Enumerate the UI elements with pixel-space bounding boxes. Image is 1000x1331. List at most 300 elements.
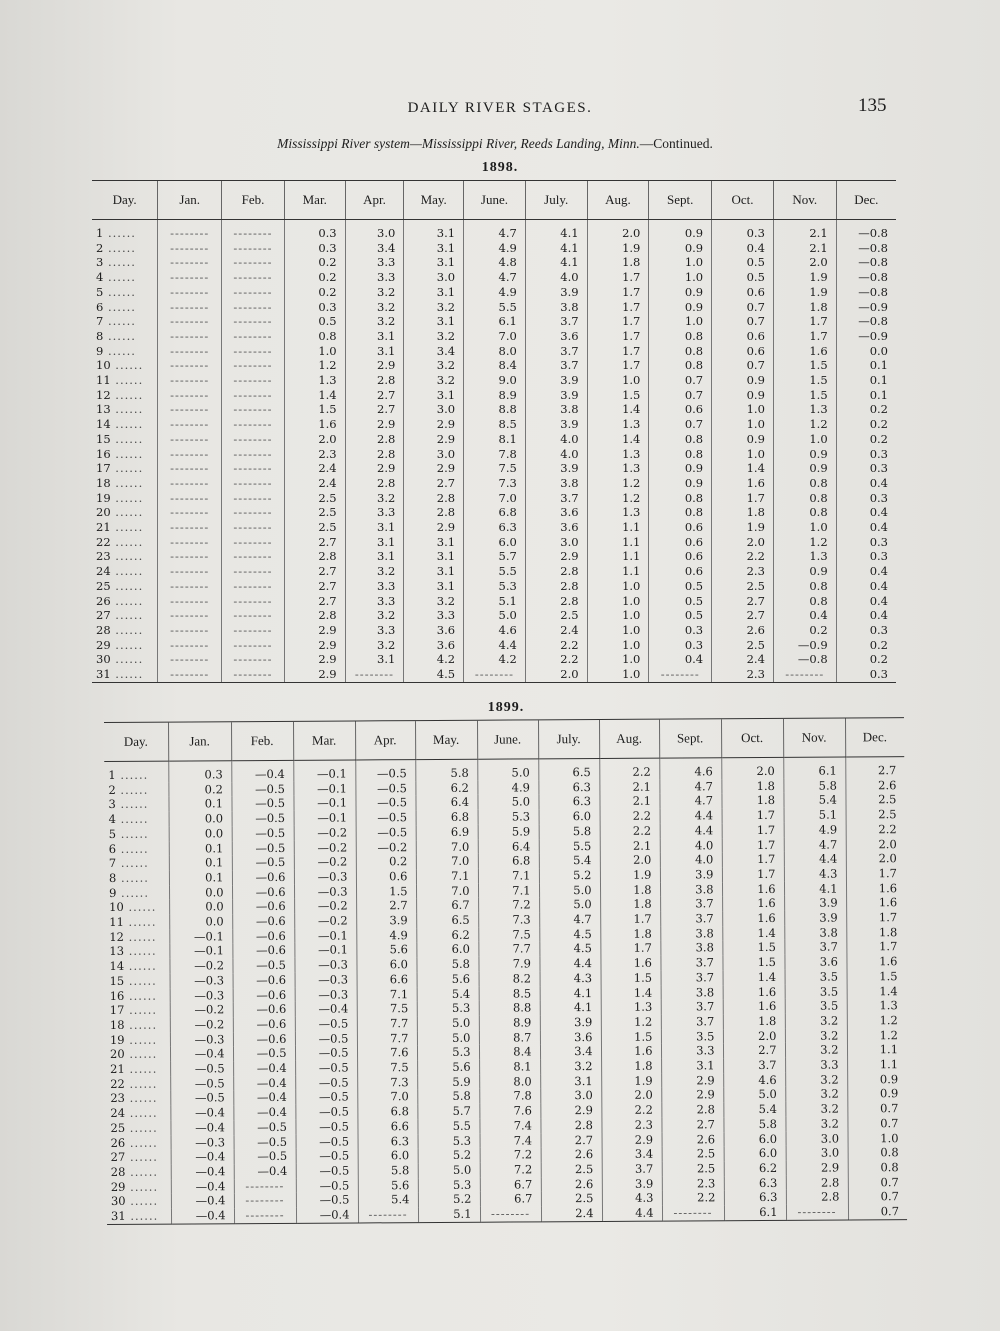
stage-value: 1.5 [722,940,784,955]
table-row [92,476,896,491]
stage-value: 7.1 [478,868,539,883]
stage-value: 1.0 [587,373,649,388]
stage-value: 3.9 [784,896,846,911]
missing-value [158,549,222,564]
day-number: 8 ...... [105,871,169,886]
stage-value: 8.4 [464,358,526,373]
stage-value: 5.0 [464,608,526,623]
stage-value: 2.0 [773,255,836,270]
missing-value [158,358,222,373]
column-header: May. [404,181,464,220]
stage-value: 1.0 [773,520,836,535]
day-number: 13 ...... [105,944,169,959]
stage-value: 3.5 [785,984,847,999]
stage-value: 2.2 [712,549,774,564]
missing-value [234,1208,296,1224]
stage-value: 1.1 [847,1057,906,1072]
column-header: Dec. [836,181,896,220]
day-number: 30 ...... [107,1194,171,1209]
stage-value: 3.3 [345,579,404,594]
stage-value: 2.0 [721,757,783,779]
stage-value: 3.0 [786,1131,848,1146]
column-header-row [104,718,904,762]
stage-value: —0.4 [170,1120,233,1135]
stage-value: 1.7 [722,852,784,867]
stage-value: 4.2 [404,652,464,667]
missing-value [158,638,222,653]
stage-value: 3.2 [404,373,464,388]
stage-value: 0.1 [169,841,232,856]
stage-value: 0.3 [168,761,231,783]
stage-value: —0.3 [294,869,356,884]
day-number: 4 ...... [105,812,169,827]
stage-value: 4.4 [660,823,722,838]
stage-value: 3.5 [785,969,847,984]
stage-value: 4.0 [525,270,587,285]
stage-value: 4.0 [660,838,722,853]
stage-value: 6.6 [357,972,417,987]
stage-value: 6.3 [724,1176,786,1191]
stage-value: 4.4 [464,638,526,653]
day-number: 23 ...... [92,549,158,564]
stage-value: 5.2 [539,868,600,883]
stage-value: 0.9 [847,1072,906,1087]
stage-value: 1.7 [587,358,649,373]
stage-value: 8.4 [479,1045,540,1060]
stage-value: —0.4 [295,1002,357,1017]
stage-value: 1.7 [773,329,836,344]
stage-value: —0.5 [296,1178,358,1193]
stage-value: —0.5 [232,811,294,826]
stage-value: 0.0 [169,826,232,841]
day-number: 21 ...... [106,1062,170,1077]
table-row [92,608,896,623]
stage-value: 0.2 [168,782,231,797]
stage-value: 0.0 [836,344,896,359]
stage-value: 2.2 [846,822,905,837]
stage-value: 3.1 [540,1074,601,1089]
stage-value: —0.5 [355,781,415,796]
stage-value: 0.2 [836,417,896,432]
column-header: Nov. [783,718,845,757]
stage-value: 3.0 [540,1088,601,1103]
missing-value [222,329,285,344]
stage-value: —0.1 [169,944,232,959]
column-header: Dec. [845,718,904,757]
stage-value: 2.9 [284,652,345,667]
stage-value: 4.6 [659,758,721,780]
stage-value: 1.7 [587,314,649,329]
day-number: 2 ...... [104,782,168,797]
stage-value: 0.7 [712,314,774,329]
stage-value: 0.6 [712,285,774,300]
stage-value: 2.9 [345,461,404,476]
missing-value [158,476,222,491]
stage-value: 7.3 [478,912,539,927]
column-header: Jan. [168,722,231,761]
stage-value: —0.5 [231,782,293,797]
stage-value: 1.5 [601,970,661,985]
stage-value: 1.0 [587,638,649,653]
stage-value: —0.6 [232,870,294,885]
stage-value: 0.5 [649,579,712,594]
missing-value [222,270,285,285]
stage-value: 8.9 [479,1015,540,1030]
stage-value: 2.5 [541,1191,602,1206]
stage-value: —0.5 [355,760,415,782]
stage-value: 4.0 [525,432,587,447]
stage-value: —0.2 [294,899,356,914]
stage-value: 3.0 [786,1146,848,1161]
stage-value: 0.6 [712,344,774,359]
column-header: June. [464,181,526,220]
missing-value [222,594,285,609]
stage-value: 8.0 [479,1074,540,1089]
stage-value: 4.6 [464,623,526,638]
column-header: Mar. [293,721,355,760]
stage-value: 2.7 [712,608,774,623]
stage-value: 6.0 [539,809,600,824]
column-header: Oct. [712,181,774,220]
stage-value: 5.8 [416,957,478,972]
stage-value: 7.1 [416,869,478,884]
stage-value: 1.4 [284,388,345,403]
stage-value: 5.2 [418,1148,480,1163]
stage-value: 5.8 [417,1089,479,1104]
day-number: 5 ...... [105,826,169,841]
stage-value: —0.1 [294,811,356,826]
missing-value [222,520,285,535]
missing-value [222,388,285,403]
stage-value: 1.7 [722,823,784,838]
stage-value: 2.7 [284,579,345,594]
stage-value: 3.2 [404,594,464,609]
table-row [92,344,896,359]
stage-value: 1.6 [773,344,836,359]
stage-value: —0.2 [294,825,356,840]
missing-value [222,417,285,432]
stage-value: 3.2 [785,1102,847,1117]
stage-value: 6.2 [415,780,477,795]
stage-value: 4.3 [540,971,601,986]
stage-value: 2.7 [712,594,774,609]
missing-value [158,329,222,344]
stage-value: —0.5 [296,1193,358,1208]
stage-value: 5.0 [539,883,600,898]
stage-value: 0.7 [712,358,774,373]
stage-value: 5.9 [478,824,539,839]
table-row [92,220,896,241]
stage-value: 1.0 [712,417,774,432]
stage-value: 0.7 [847,1101,906,1116]
stage-value: 6.8 [478,854,539,869]
stage-value: 0.4 [836,608,896,623]
stage-value: 3.3 [345,255,404,270]
stage-value: 3.2 [785,1116,847,1131]
table-row [92,402,896,417]
stage-value: 2.9 [404,520,464,535]
stage-value: 2.7 [661,1117,723,1132]
stage-value: 1.0 [284,344,345,359]
stage-value: —0.6 [233,987,295,1002]
stage-value: —0.1 [293,781,355,796]
stage-value: —0.1 [169,929,232,944]
stage-value: 2.3 [712,667,774,682]
stage-value: 0.0 [169,885,232,900]
stage-value: 0.8 [284,329,345,344]
stage-value: 3.1 [404,314,464,329]
stage-value: —0.2 [170,1002,233,1017]
stage-value: 4.9 [464,285,526,300]
stage-value: 4.4 [784,852,846,867]
stage-value: 7.0 [416,839,478,854]
stage-value: 4.7 [784,837,846,852]
stage-value: 0.2 [773,623,836,638]
day-number: 6 ...... [92,300,158,315]
table-row [92,329,896,344]
stage-value: 2.9 [404,417,464,432]
stage-value: 0.9 [712,388,774,403]
stage-value: 3.7 [661,970,723,985]
stage-value: 0.8 [773,476,836,491]
stage-value: 2.5 [284,491,345,506]
stage-value: 3.4 [602,1147,662,1162]
stage-value: 6.7 [480,1177,541,1192]
stage-value: 3.9 [356,913,416,928]
stage-value: 1.6 [723,999,785,1014]
table-row [92,667,896,682]
column-header: June. [477,720,538,759]
stage-value: 5.0 [477,759,538,781]
stage-value: 5.0 [417,1030,479,1045]
day-number: 18 ...... [92,476,158,491]
stage-value: 7.2 [480,1148,541,1163]
stage-value: 3.5 [785,999,847,1014]
stage-value: 3.7 [525,358,587,373]
stage-value: 5.3 [417,1001,479,1016]
stage-value: 1.3 [284,373,345,388]
stage-value: 5.0 [417,1016,479,1031]
stage-value: 1.6 [846,954,905,969]
stage-value: —0.6 [232,884,294,899]
stage-value: —0.4 [233,1061,295,1076]
stage-value: 1.8 [773,300,836,315]
stage-value: —0.6 [232,899,294,914]
stage-value: 0.5 [712,270,774,285]
stage-value: 0.2 [284,285,345,300]
stage-value: 0.1 [169,855,232,870]
stage-value: 2.1 [599,779,659,794]
stage-value: 4.1 [525,241,587,256]
stage-value: 7.2 [480,1162,541,1177]
stage-value: 0.6 [649,549,712,564]
river-stage-table-1898 [92,180,896,683]
stage-value: —0.6 [232,914,294,929]
missing-value [158,241,222,256]
stage-value: 4.9 [477,780,538,795]
stage-value: 1.2 [601,1015,661,1030]
stage-value: 7.0 [357,1090,417,1105]
stage-value: 4.4 [539,956,600,971]
stage-value: 0.6 [649,402,712,417]
stage-value: 3.1 [404,535,464,550]
stage-value: 3.1 [345,329,404,344]
stage-value: 1.8 [600,897,660,912]
stage-value: 7.4 [479,1118,540,1133]
stage-value: 6.0 [724,1146,786,1161]
stage-value: 2.6 [845,778,904,793]
stage-value: 2.6 [662,1132,724,1147]
stage-value: 1.2 [773,417,836,432]
stage-value: 1.8 [600,882,660,897]
stage-value: 4.1 [784,881,846,896]
stage-value: 3.7 [723,1058,785,1073]
stage-value: 5.1 [418,1207,480,1223]
column-header: May. [415,720,477,759]
stage-value: 7.1 [357,987,417,1002]
day-number: 12 ...... [92,388,158,403]
missing-value [222,220,285,241]
stage-value: 3.2 [785,1028,847,1043]
stage-value: —0.4 [171,1194,234,1209]
day-number: 30 ...... [92,652,158,667]
day-number: 29 ...... [92,638,158,653]
stage-value: 2.9 [345,417,404,432]
column-header: Feb. [231,721,293,760]
stage-value: —0.6 [232,929,294,944]
stage-value: —0.5 [356,825,416,840]
stage-value: 5.0 [539,897,600,912]
stage-value: 0.1 [836,358,896,373]
stage-value: 2.7 [284,535,345,550]
stage-value: 0.7 [848,1189,907,1204]
stage-value: 7.5 [464,461,526,476]
stage-value: 4.2 [464,652,526,667]
stage-value: 1.2 [773,535,836,550]
stage-value: —0.5 [234,1134,296,1149]
day-number: 28 ...... [92,623,158,638]
stage-value: 0.5 [649,594,712,609]
stage-value: 4.1 [540,986,601,1001]
column-header: Sept. [659,719,721,758]
missing-value [158,491,222,506]
stage-value: —0.9 [836,300,896,315]
missing-value [234,1193,296,1208]
stage-value: 0.9 [773,447,836,462]
stage-value: 2.9 [404,432,464,447]
stage-value: 3.1 [404,241,464,256]
stage-value: 3.2 [345,300,404,315]
stage-value: 0.1 [836,388,896,403]
stage-value: 1.7 [600,941,660,956]
stage-value: 0.6 [712,329,774,344]
stage-value: 2.3 [662,1176,724,1191]
stage-value: 0.4 [649,652,712,667]
stage-value: 2.9 [661,1073,723,1088]
page-number: 135 [858,95,887,116]
stage-value: 5.4 [539,853,600,868]
day-number: 26 ...... [107,1135,171,1150]
stage-value: 5.5 [464,564,526,579]
stage-value: 5.8 [539,824,600,839]
stage-value: 7.0 [416,854,478,869]
stage-value: 3.3 [345,623,404,638]
stage-value: —0.3 [295,972,357,987]
stage-value: 4.7 [659,794,721,809]
stage-value: 4.7 [539,912,600,927]
stage-value: 3.0 [525,535,587,550]
stage-value: 1.5 [601,1029,661,1044]
day-number: 7 ...... [92,314,158,329]
stage-value: 6.5 [538,758,599,780]
stage-value: 1.8 [712,505,774,520]
stage-value: 3.1 [404,549,464,564]
stage-value: —0.5 [295,1046,357,1061]
stage-value: 2.0 [587,220,649,241]
stage-value: 1.9 [601,1073,661,1088]
stage-value: 6.3 [538,794,599,809]
stage-value: 0.9 [847,1087,906,1102]
day-number: 14 ...... [92,417,158,432]
stage-value: 2.0 [723,1029,785,1044]
stage-value: —0.2 [294,840,356,855]
stage-value: 3.8 [661,985,723,1000]
table-row [92,461,896,476]
stage-value: 1.4 [601,985,661,1000]
stage-value: 2.8 [525,594,587,609]
stage-value: 0.3 [836,623,896,638]
stage-value: 1.6 [722,881,784,896]
stage-value: —0.5 [355,796,415,811]
stage-value: 3.2 [345,314,404,329]
missing-value [158,608,222,623]
stage-value: —0.5 [231,796,293,811]
day-number: 24 ...... [92,564,158,579]
missing-value [158,505,222,520]
stage-value: —0.2 [169,958,232,973]
stage-value: 0.9 [773,461,836,476]
missing-value [222,314,285,329]
stage-value: 8.1 [479,1059,540,1074]
stage-value: 5.0 [418,1163,480,1178]
stage-value: —0.8 [773,652,836,667]
stage-value: 6.8 [464,505,526,520]
stage-value: 5.2 [418,1192,480,1207]
stage-value: 5.0 [723,1087,785,1102]
stage-value: 6.7 [416,898,478,913]
stage-value: 1.9 [587,241,649,256]
stage-value: 3.9 [525,285,587,300]
stage-value: —0.2 [170,1017,233,1032]
stage-value: 2.5 [845,793,904,808]
stage-value: —0.6 [233,973,295,988]
stage-value: 5.7 [464,549,526,564]
stage-value: 5.3 [478,809,539,824]
stage-value: 0.7 [848,1204,907,1220]
day-number: 19 ...... [92,491,158,506]
table-row [92,255,896,270]
stage-value: 2.7 [345,388,404,403]
stage-value: 0.9 [712,373,774,388]
day-number: 27 ...... [107,1150,171,1165]
stage-value: 3.2 [345,285,404,300]
missing-value [222,358,285,373]
stage-value: —0.1 [293,760,355,782]
stage-value: 0.6 [356,869,416,884]
missing-value [222,285,285,300]
stage-value: 3.1 [404,564,464,579]
stage-value: 1.9 [773,285,836,300]
